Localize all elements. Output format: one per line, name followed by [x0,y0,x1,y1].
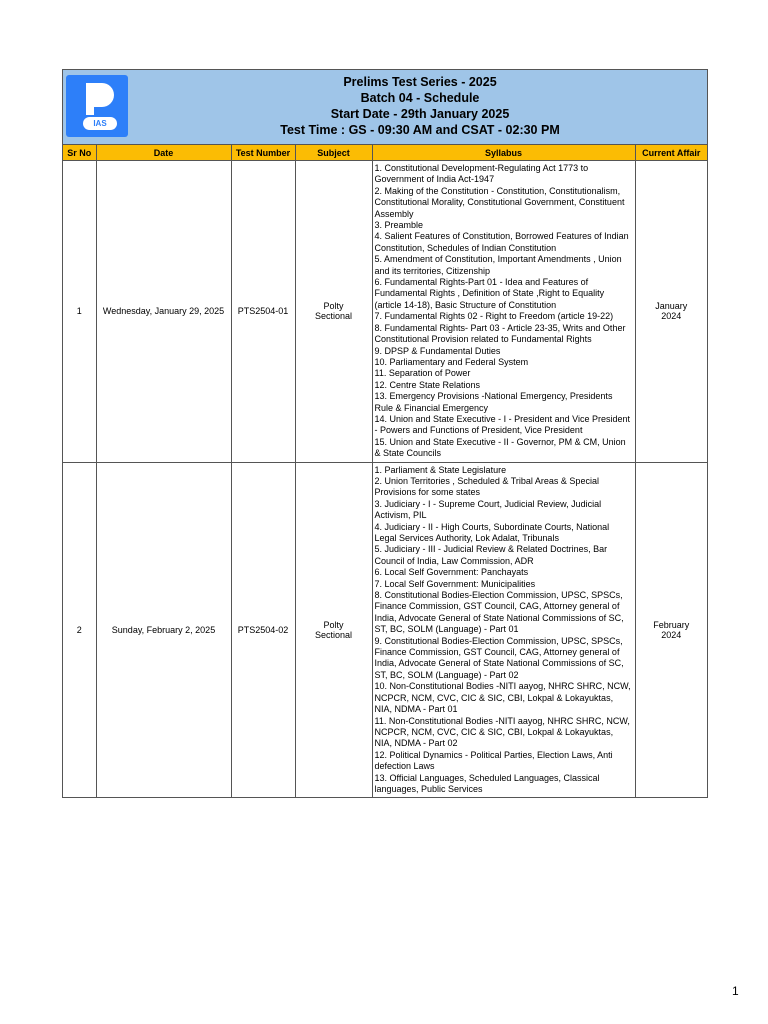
brand-logo-icon [66,75,128,137]
schedule-sheet [62,69,708,798]
sr-no-cell: 2 [63,462,96,797]
current-affair-cell [635,161,707,463]
date-cell: Sunday, February 2, 2025 [96,462,231,797]
syllabus-item: 9. DPSP & Fundamental Duties [374,345,501,356]
test-number-cell: PTS2504-01 [231,161,295,463]
syllabus-item: 9. Constitutional Bodies-Election Commission, UPSC, SPSCs, Finance Commission, GST Council, CAG, Attorney general of India, Advocate General of State National Commissions of SC, ST, BC, SOLM (Language) - Part 02 [374,635,624,680]
logo-badge: IAS [83,117,117,130]
syllabus-item: 10. Non-Constitutional Bodies -NITI aayog, NHRC SHRC, NCW, NCPCR, NCM, CVC, CIC & SIC, CBI, Lokpal & Lokayuktas, NIA, NDMA - Part 01 [374,681,631,715]
subject-line: Sectional [314,629,353,640]
date-cell: Wednesday, January 29, 2025 [96,161,231,463]
header-banner [63,70,707,145]
current-affair-year: 2024 [661,629,682,640]
syllabus-item: 6. Local Self Government: Panchayats [374,567,529,578]
syllabus-item: 3. Judiciary - I - Supreme Court, Judicial Review, Judicial Activism, PIL [374,498,602,521]
syllabus-item: 8. Constitutional Bodies-Election Commission, UPSC, SPSCs, Finance Commission, GST Council, CAG, Attorney general of India, Advocate General of State National Commissions of SC, ST, BC, SOLM (Language) - Part 01 [374,590,624,635]
header-line-3: Start Date - 29th January 2025 [330,107,510,121]
subject-cell [295,462,372,797]
syllabus-item: 2. Union Territories , Scheduled & Tribal Areas & Special Provisions for some states [374,475,599,498]
syllabus-item: 1. Parliament & State Legislature [374,464,507,475]
syllabus-item: 4. Judiciary - II - High Courts, Subordinate Courts, National Legal Services Authority, Lok Adalat, Tribunals [374,521,610,543]
syllabus-item: 11. Non-Constitutional Bodies -NITI aayog, NHRC SHRC, NCW, NCPCR, NCM, CVC, CIC & SIC, CBI, Lokpal & Lokayuktas, NIA, NDMA - Part 02 [374,715,630,749]
syllabus-item: 8. Fundamental Rights- Part 03 - Article 23-35, Writs and Other Constitutional Provision related to Fundamental Rights [374,322,626,345]
header-line-2: Batch 04 - Schedule [360,91,480,105]
column-header-sr-no: Sr No [63,145,96,161]
header-line-4: Test Time : GS - 09:30 AM and CSAT - 02:30 PM [280,123,560,137]
header-line-1: Prelims Test Series - 2025 [343,75,497,89]
column-header-current-affair: Current Affair [635,145,707,161]
syllabus-item: 5. Amendment of Constitution, Important Amendments , Union and its territories, Citizenship [374,254,622,276]
syllabus-item: 2. Making of the Constitution - Constitution, Constitutionalism, Constitutional Morality, Constitutional Government, Constituent Assembly [374,185,625,219]
subject-line: Polty [323,301,344,312]
syllabus-item: 15. Union and State Executive - II - Governor, PM & CM, Union & State Councils [374,436,626,459]
syllabus-item: 12. Centre State Relations [374,379,481,390]
syllabus-item: 4. Salient Features of Constitution, Borrowed Features of Indian Constitution, Schedules of Indian Constitution [374,231,629,253]
schedule-table [63,145,707,797]
page-number: 1 [732,984,739,998]
column-header-syllabus: Syllabus [372,145,635,161]
syllabus-item: 7. Local Self Government: Municipalities [374,578,536,589]
subject-cell [295,161,372,463]
syllabus-item: 6. Fundamental Rights-Part 01 - Idea and Features of Fundamental Rights , Definition of State ,Right to Equality (article 14-18), Basic Structure of Constitution [374,277,605,310]
subject-line: Polty [323,619,344,630]
current-affair-cell [635,462,707,797]
test-number-cell: PTS2504-02 [231,462,295,797]
sr-no-cell: 1 [63,161,96,463]
syllabus-item: 10. Parliamentary and Federal System [374,356,529,367]
syllabus-cell [372,161,635,463]
current-affair-month: January [655,301,688,312]
syllabus-item: 11. Separation of Power [374,368,471,379]
syllabus-item: 12. Political Dynamics - Political Parties, Election Laws, Anti defection Laws [374,749,613,772]
syllabus-item: 3. Preamble [374,220,424,231]
subject-line: Sectional [314,311,353,322]
syllabus-item: 5. Judiciary - III - Judicial Review & Related Doctrines, Bar Council of India, Law Commission, ADR [374,544,608,566]
current-affair-year: 2024 [661,311,682,322]
table-row [63,462,707,797]
column-header-date: Date [96,145,231,161]
column-header-subject: Subject [295,145,372,161]
syllabus-item: 14. Union and State Executive - I - President and Vice President - Powers and Functions of President, Vice President [374,413,630,436]
current-affair-month: February [653,619,690,630]
syllabus-item: 13. Emergency Provisions -National Emergency, Presidents Rule & Financial Emergency [374,391,613,413]
table-row [63,161,707,463]
syllabus-item: 7. Fundamental Rights 02 - Right to Freedom (article 19-22) [374,311,614,322]
syllabus-item: 1. Constitutional Development-Regulating Act 1773 to Government of India Act-1947 [374,163,589,185]
header-titles [133,74,707,138]
syllabus-cell [372,462,635,797]
table-header-row [63,145,707,161]
column-header-test-number: Test Number [231,145,295,161]
syllabus-item: 13. Official Languages, Scheduled Languages, Classical languages, Public Services [374,772,600,794]
